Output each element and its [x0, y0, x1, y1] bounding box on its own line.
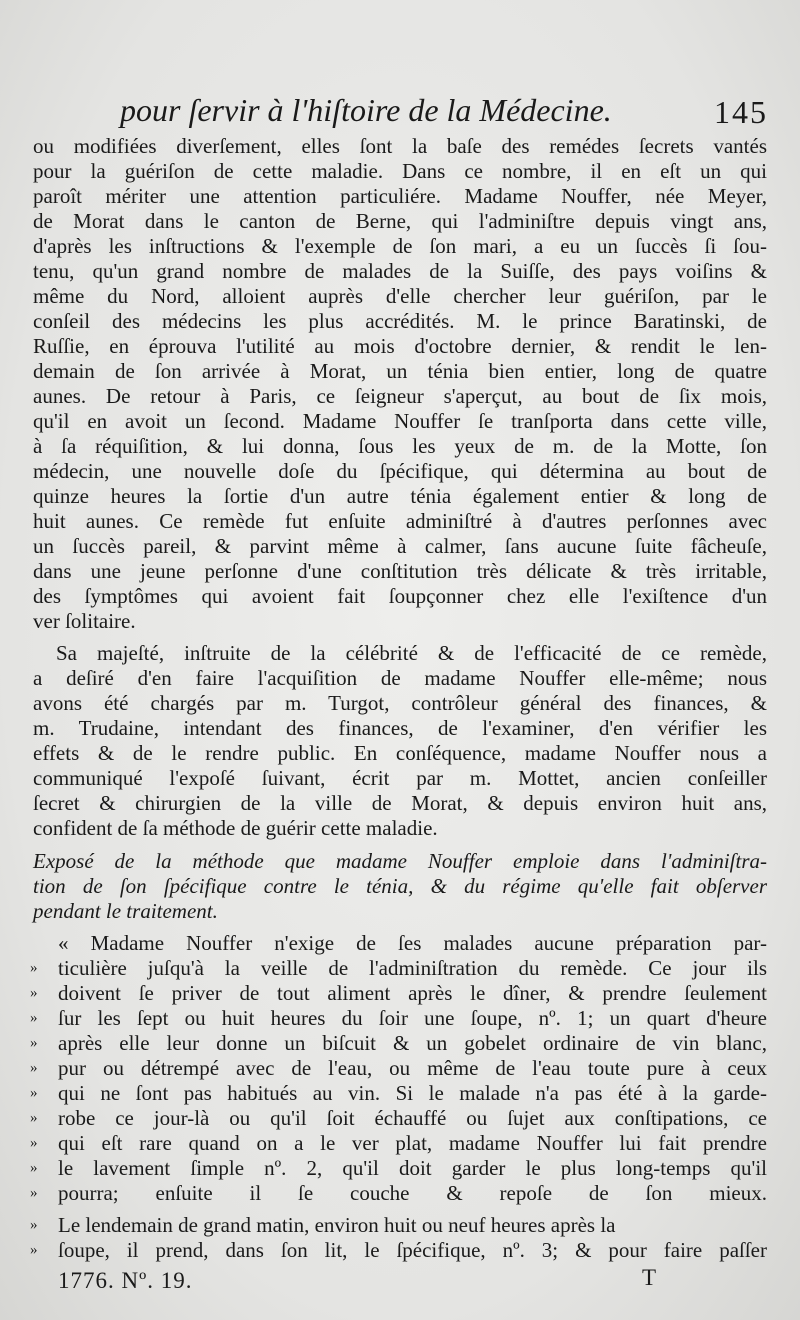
signature-mark: 1776. Nº. 19.: [58, 1268, 193, 1293]
text-line: paroît mériter une attention particuliére. Madame Nouffer, née Meyer,: [33, 184, 767, 208]
text-line: effets & de le rendre public. En conſéquence, madame Nouffer nous a: [33, 741, 767, 765]
quote-mark: »: [30, 1160, 38, 1176]
text-line: » qui ne ſont pas habitués au vin. Si le malade n'a pas été à la garde-: [30, 1081, 767, 1105]
quote-mark: »: [30, 1035, 38, 1051]
text-line: d'après les inſtructions & l'exemple de ſon mari, a eu un ſuccès ſi ſou-: [33, 234, 767, 258]
text-line: Exposé de la méthode que madame Nouffer emploie dans l'adminiſtra-: [33, 849, 767, 873]
text-line: ver ſolitaire.: [33, 609, 136, 633]
text-line: huit aunes. Ce remède fut enſuite adminiſtré à d'autres perſonnes avec: [33, 509, 767, 533]
text-line: des ſymptômes qui avoient fait ſoupçonner chez elle l'exiſtence d'un: [33, 584, 767, 608]
text-line: de Morat dans le canton de Berne, qui l'adminiſtre depuis vingt ans,: [33, 209, 767, 233]
text-line: ou modifiées diverſement, elles ſont la baſe des remédes ſecrets vantés: [33, 134, 767, 158]
text-line: même du Nord, alloient auprès d'elle chercher leur guériſon, par le: [33, 284, 767, 308]
text-line: pour la guériſon de cette maladie. Dans ce nombre, il en eſt un qui: [33, 159, 767, 183]
text-line: un ſuccès pareil, & parvint même à calmer, ſans aucune ſuite fâcheuſe,: [33, 534, 767, 558]
text-line: quinze heures la ſortie d'un autre ténia également entier & long de: [33, 484, 767, 508]
quote-mark: »: [30, 1010, 38, 1026]
page-number: 145: [714, 94, 768, 130]
text-line: ſecret & chirurgien de la ville de Morat, & depuis environ huit ans,: [33, 791, 767, 815]
text-line: m. Trudaine, intendant des finances, de l'examiner, d'en vérifier les: [33, 716, 767, 740]
text-line: » le lavement ſimple nº. 2, qu'il doit garder le plus long-temps qu'il: [30, 1156, 767, 1180]
quote-mark: »: [30, 1060, 38, 1076]
text-line: confident de ſa méthode de guérir cette maladie.: [33, 816, 438, 840]
text-line: demain de ſon arrivée à Morat, un ténia bien entier, long de quatre: [33, 359, 767, 383]
text-line: » qui eſt rare quand on a le ver plat, madame Nouffer lui fait prendre: [30, 1131, 767, 1155]
text-line: avons été chargés par m. Turgot, contrôleur général des finances, &: [33, 691, 767, 715]
text-line: » après elle leur donne un biſcuit & un gobelet ordinaire de vin blanc,: [30, 1031, 767, 1055]
quote-mark: »: [30, 960, 38, 976]
text-line: » Le lendemain de grand matin, environ huit ou neuf heures après la: [30, 1213, 616, 1237]
text-line: qu'il en avoit un ſecond. Madame Nouffer ſe tranſporta dans cette ville,: [33, 409, 767, 433]
text-line: pendant le traitement.: [33, 899, 218, 923]
text-line: communiqué l'expoſé ſuivant, écrit par m. Mottet, ancien conſeiller: [33, 766, 767, 790]
text-line: » pur ou détrempé avec de l'eau, ou même de l'eau toute pure à ceux: [30, 1056, 767, 1080]
text-line: » ſoupe, il prend, dans ſon lit, le ſpécifique, nº. 3; & pour faire paſſer: [30, 1238, 767, 1262]
quote-mark: »: [30, 1217, 38, 1233]
text-line: Sa majeſté, inſtruite de la célébrité & de l'efficacité de ce remède,: [56, 641, 767, 665]
quote-mark: »: [30, 1110, 38, 1126]
page-header: [0, 92, 800, 132]
quote-mark: »: [30, 985, 38, 1001]
running-title: pour ſervir à l'hiſtoire de la Médecine.: [120, 92, 612, 128]
text-line: » ſur les ſept ou huit heures du ſoir une ſoupe, nº. 1; un quart d'heure: [30, 1006, 767, 1030]
text-line: » ticulière juſqu'à la veille de l'adminiſtration du remède. Ce jour ils: [30, 956, 767, 980]
text-line: tenu, qu'un grand nombre de malades de la Suiſſe, des pays voiſins &: [33, 259, 767, 283]
quote-mark: »: [30, 1242, 38, 1258]
text-line: » robe ce jour-là ou qu'il ſoit échauffé ou ſujet aux conſtipations, ce: [30, 1106, 767, 1130]
text-line: tion de ſon ſpécifique contre le ténia, & du régime qu'elle fait obſerver: [33, 874, 767, 898]
text-line: » pourra; enſuite il ſe couche & repoſe de ſon mieux.: [30, 1181, 767, 1205]
text-line: médecin, une nouvelle doſe du ſpécifique, qui détermina au bout de: [33, 459, 767, 483]
quote-mark: »: [30, 1185, 38, 1201]
text-line: aunes. De retour à Paris, ce ſeigneur s'aperçut, au bout de ſix mois,: [33, 384, 767, 408]
gathering-mark: T: [642, 1265, 657, 1290]
text-line: a deſiré d'en faire l'acquiſition de madame Nouffer elle-même; nous: [33, 666, 767, 690]
text-line: » doivent ſe priver de tout aliment après le dîner, & prendre ſeulement: [30, 981, 767, 1005]
text-line: à ſa réquiſition, & lui donna, ſous les yeux de m. de la Motte, ſon: [33, 434, 767, 458]
text-line: « Madame Nouffer n'exige de ſes malades aucune préparation par-: [58, 931, 767, 955]
quote-mark: »: [30, 1085, 38, 1101]
quote-mark: »: [30, 1135, 38, 1151]
text-line: dans une jeune perſonne d'une conſtitution très délicate & très irritable,: [33, 559, 767, 583]
text-line: Ruſſie, en éprouva l'utilité au mois d'octobre dernier, & rendit le len-: [33, 334, 767, 358]
text-line: conſeil des médecins les plus accrédités. M. le prince Baratinski, de: [33, 309, 767, 333]
